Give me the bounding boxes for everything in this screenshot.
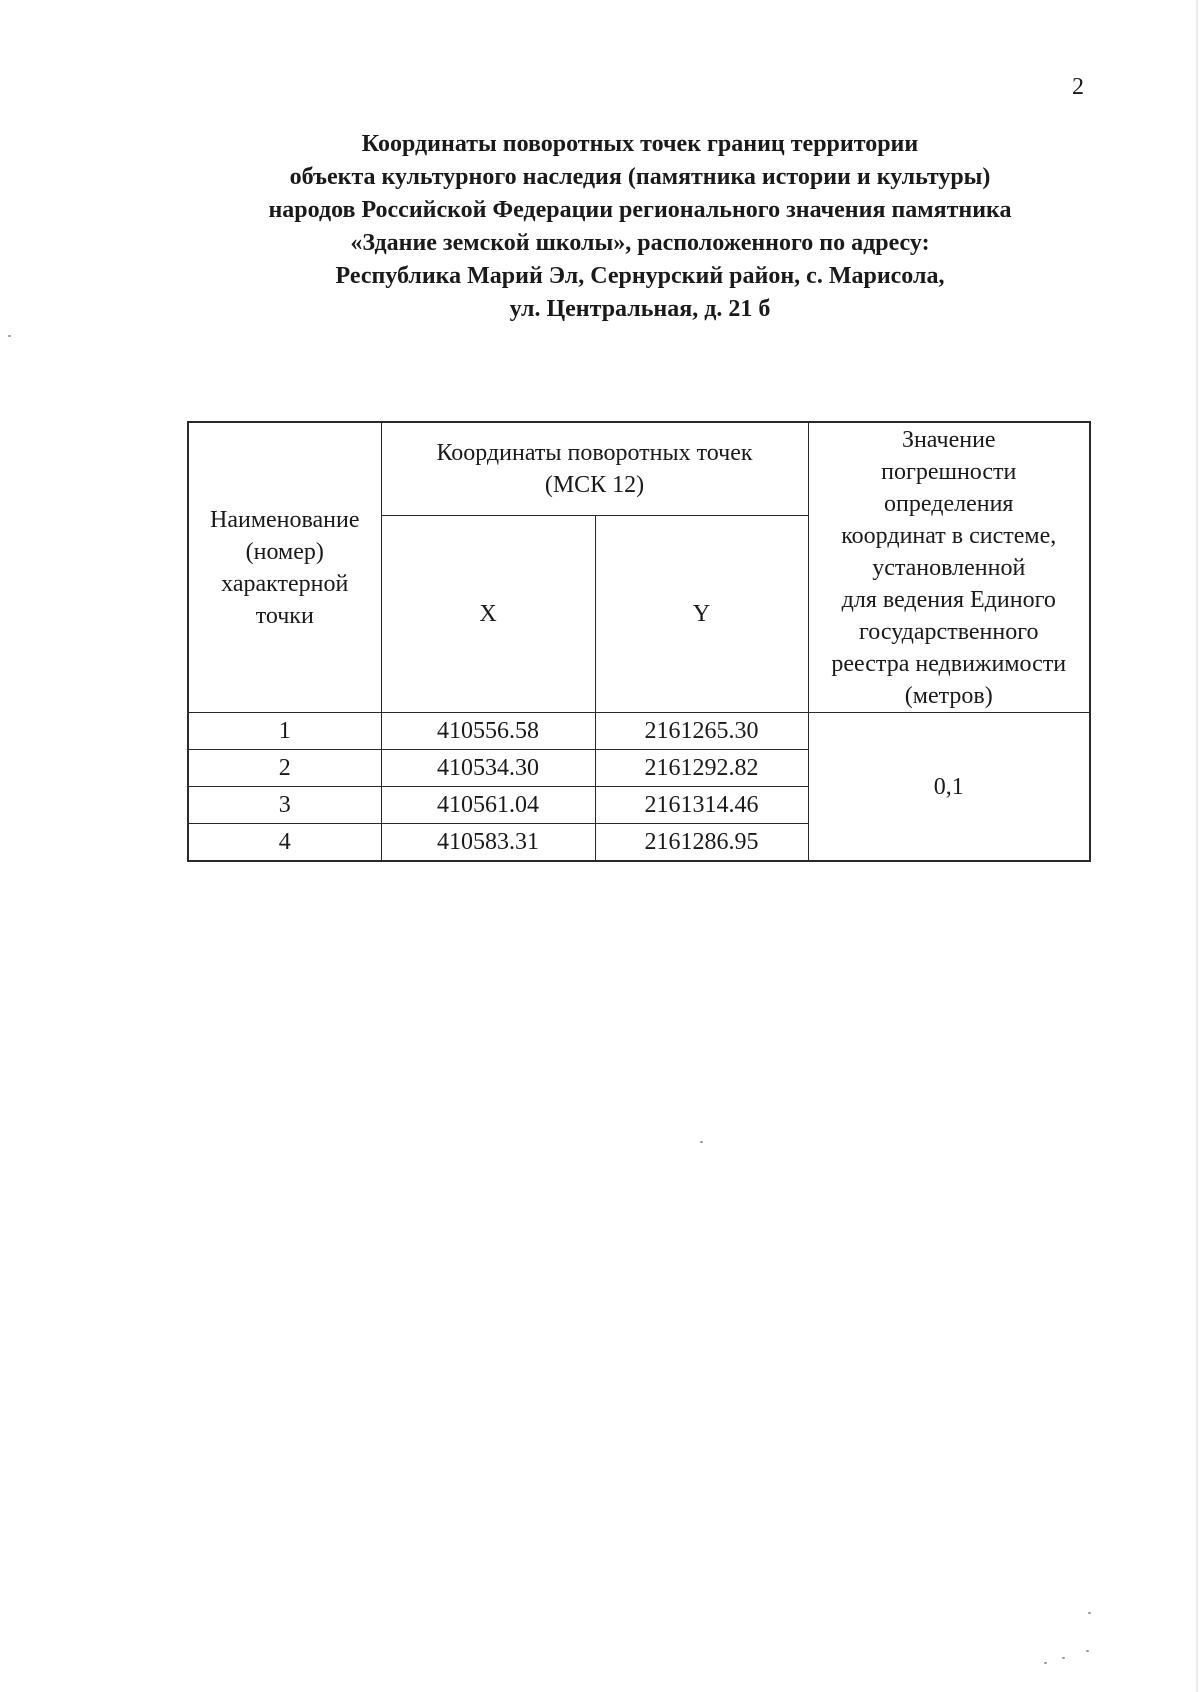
cell-y: 2161265.30 [595, 713, 808, 750]
cell-x: 410534.30 [381, 750, 595, 787]
title-line: «Здание земской школы», расположенного по адресу: [350, 230, 930, 256]
title-line: Республика Марий Эл, Сернурский район, с. Марисола, [335, 263, 945, 289]
cell-point: 4 [188, 824, 381, 862]
scan-speck [1062, 1657, 1065, 1659]
cell-point: 2 [188, 750, 381, 787]
scan-speck [8, 335, 11, 337]
scan-speck [1044, 1662, 1047, 1664]
cell-x: 410556.58 [381, 713, 595, 750]
scan-speck [1086, 1650, 1089, 1652]
cell-x: 410583.31 [381, 824, 595, 862]
header-accuracy: Значение погрешности определения координат в системе, установленной для ведения Единого государственного реестра недвижимости (метров) [808, 422, 1090, 713]
page-number: 2 [1072, 74, 1084, 100]
cell-y: 2161292.82 [595, 750, 808, 787]
cell-accuracy: 0,1 [808, 713, 1090, 862]
cell-y: 2161286.95 [595, 824, 808, 862]
title-line: объекта культурного наследия (памятника истории и культуры) [289, 164, 991, 190]
header-x: X [381, 516, 595, 713]
cell-point: 1 [188, 713, 381, 750]
document-title [150, 128, 1130, 326]
title-line: народов Российской Федерации регионального значения памятника [268, 197, 1012, 223]
header-coordinates: Координаты поворотных точек (МСК 12) [381, 422, 808, 516]
scan-speck [1088, 1612, 1091, 1614]
coordinates-table [187, 421, 1091, 862]
header-point-name: Наименование (номер) характерной точки [188, 422, 381, 713]
header-y: Y [595, 516, 808, 713]
cell-point: 3 [188, 787, 381, 824]
cell-x: 410561.04 [381, 787, 595, 824]
scan-edge [1196, 0, 1198, 1692]
title-line: ул. Центральная, д. 21 б [509, 296, 771, 322]
cell-y: 2161314.46 [595, 787, 808, 824]
title-line: Координаты поворотных точек границ территории [361, 131, 919, 157]
scan-speck [700, 1141, 703, 1143]
table-row [188, 713, 1090, 750]
